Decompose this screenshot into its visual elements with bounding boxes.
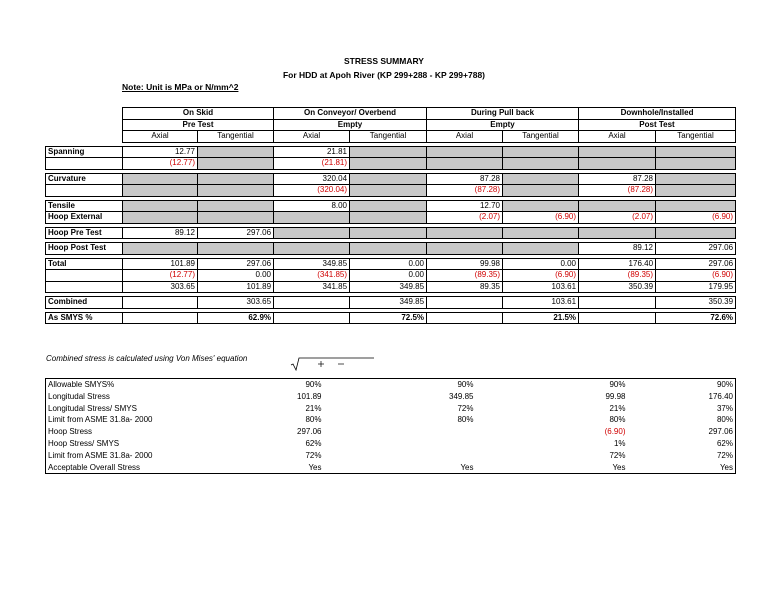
summary-row <box>46 462 736 474</box>
summary-label: Longitudal Stress/ SMYS <box>48 403 137 413</box>
sub-header-axial: Axial <box>579 131 656 143</box>
downhole-summary-value: 176.40 <box>708 391 733 401</box>
row-combined <box>46 297 736 309</box>
group-downhole: Downhole/Installed <box>579 108 736 120</box>
downhole-axial-cell: 350.39 <box>579 281 656 293</box>
row-label <box>46 185 123 197</box>
page-title: STRESS SUMMARY <box>344 56 424 66</box>
row-label: Curvature <box>46 173 123 185</box>
on-conveyor-summary-value: 80% <box>457 415 474 425</box>
on-conveyor-summary-value <box>324 438 476 450</box>
downhole-combined-value: 350.39 <box>656 297 736 309</box>
downhole-tangential-cell <box>656 173 736 185</box>
pull-back-tangential-cell: 0.00 <box>503 258 579 270</box>
downhole-empty-cell <box>579 312 656 324</box>
on-conveyor-tangential-cell <box>350 173 427 185</box>
on-conveyor-axial-cell: 8.00 <box>274 200 350 212</box>
on-conveyor-axial-cell <box>274 227 350 239</box>
downhole-tangential-cell: 179.95 <box>656 281 736 293</box>
pull-back-summary-value: (6.90) <box>604 427 626 437</box>
summary-label: Limit from ASME 31.8a- 2000 <box>48 415 153 425</box>
row-total <box>46 281 736 293</box>
group-pull-back: During Pull back <box>427 108 579 120</box>
on-skid-tangential-cell: 101.89 <box>198 281 274 293</box>
on-skid-axial-cell <box>123 173 198 185</box>
summary-row <box>46 391 736 403</box>
on-skid-summary-value: 62% <box>305 438 322 448</box>
on-skid-combined-value: 303.65 <box>198 297 274 309</box>
on-skid-smys-value: 62.9% <box>198 312 274 324</box>
row-label: Spanning <box>46 146 123 158</box>
downhole-axial-cell: 87.28 <box>579 173 656 185</box>
downhole-smys-value: 72.6% <box>656 312 736 324</box>
row-label: Tensile <box>46 200 123 212</box>
sub-header-tangential: Tangential <box>503 131 579 143</box>
summary-label: Allowable SMYS% <box>48 380 115 389</box>
row-total <box>46 270 736 282</box>
condition-post-test: Post Test <box>579 119 736 131</box>
row-tensile <box>46 200 736 212</box>
summary-label: Acceptable Overall Stress <box>48 462 141 472</box>
on-conveyor-axial-cell: 341.85 <box>274 281 350 293</box>
summary-row <box>46 403 736 415</box>
downhole-summary-value: 297.06 <box>708 427 733 437</box>
pull-back-empty-cell <box>427 312 503 324</box>
on-conveyor-tangential-cell: 349.85 <box>350 281 427 293</box>
pull-back-tangential-cell: (6.90) <box>503 212 579 224</box>
pull-back-tangential-cell <box>503 146 579 158</box>
summary-label: Longitudal Stress <box>48 391 110 401</box>
on-skid-axial-cell <box>123 185 198 197</box>
on-skid-summary-value: 297.06 <box>297 427 322 437</box>
on-skid-axial-cell <box>123 200 198 212</box>
on-skid-axial-cell: 12.77 <box>123 146 198 158</box>
sub-header-axial: Axial <box>123 131 198 143</box>
on-skid-tangential-cell <box>198 185 274 197</box>
unit-note: Note: Unit is MPa or N/mm^2 <box>122 82 239 92</box>
on-conveyor-summary-value: 90% <box>457 380 474 389</box>
on-conveyor-empty-cell <box>274 297 350 309</box>
row-hoop-external <box>46 212 736 224</box>
sub-header-tangential: Tangential <box>656 131 736 143</box>
row-label: Total <box>46 258 123 270</box>
on-skid-tangential-cell: 0.00 <box>198 270 274 282</box>
downhole-summary-value: Yes <box>719 462 733 472</box>
downhole-axial-cell: (87.28) <box>579 185 656 197</box>
on-skid-tangential-cell: 297.06 <box>198 227 274 239</box>
row-label: Hoop Post Test <box>46 243 123 255</box>
pull-back-axial-cell: 99.98 <box>427 258 503 270</box>
pull-back-axial-cell: (2.07) <box>427 212 503 224</box>
summary-label: Hoop Stress <box>48 427 93 437</box>
downhole-summary-value: 37% <box>716 403 733 413</box>
on-conveyor-axial-cell: 320.04 <box>274 173 350 185</box>
on-conveyor-axial-cell: (21.81) <box>274 158 350 170</box>
row-label: As SMYS % <box>46 312 123 324</box>
on-conveyor-tangential-cell <box>350 243 427 255</box>
pull-back-axial-cell: 89.35 <box>427 281 503 293</box>
on-skid-summary-value: Yes <box>308 462 322 472</box>
pull-back-summary-value: 21% <box>609 403 626 413</box>
on-conveyor-axial-cell: 349.85 <box>274 258 350 270</box>
pull-back-axial-cell: (87.28) <box>427 185 503 197</box>
on-skid-axial-cell: (12.77) <box>123 270 198 282</box>
downhole-tangential-cell <box>656 146 736 158</box>
on-skid-summary-value: 90% <box>305 380 322 389</box>
row-label <box>46 270 123 282</box>
on-skid-empty-cell <box>123 297 198 309</box>
downhole-axial-cell: 89.12 <box>579 243 656 255</box>
row-label <box>46 158 123 170</box>
row-hoop-post <box>46 243 736 255</box>
on-conveyor-tangential-cell <box>350 158 427 170</box>
pull-back-tangential-cell <box>503 243 579 255</box>
pull-back-tangential-cell <box>503 185 579 197</box>
downhole-axial-cell <box>579 200 656 212</box>
on-conveyor-tangential-cell <box>350 212 427 224</box>
downhole-axial-cell: (2.07) <box>579 212 656 224</box>
downhole-axial-cell <box>579 227 656 239</box>
pull-back-axial-cell <box>427 243 503 255</box>
downhole-summary-value: 90% <box>716 380 733 389</box>
summary-row <box>46 438 736 450</box>
downhole-axial-cell: 176.40 <box>579 258 656 270</box>
group-on-conveyor: On Conveyor/ Overbend <box>274 108 427 120</box>
downhole-axial-cell <box>579 158 656 170</box>
on-conveyor-empty-cell <box>274 312 350 324</box>
on-skid-tangential-cell <box>198 243 274 255</box>
on-skid-tangential-cell: 297.06 <box>198 258 274 270</box>
downhole-axial-cell <box>579 146 656 158</box>
downhole-tangential-cell: 297.06 <box>656 243 736 255</box>
on-skid-axial-cell: (12.77) <box>123 158 198 170</box>
pull-back-summary-value: 72% <box>609 450 626 460</box>
summary-table <box>45 378 736 474</box>
on-conveyor-tangential-cell: 0.00 <box>350 270 427 282</box>
summary-label: Limit from ASME 31.8a- 2000 <box>48 450 153 460</box>
group-header-row <box>46 108 736 120</box>
condition-empty: Empty <box>427 119 579 131</box>
pull-back-tangential-cell <box>503 158 579 170</box>
pull-back-empty-cell <box>427 297 503 309</box>
row-spanning <box>46 158 736 170</box>
on-conveyor-axial-cell: (341.85) <box>274 270 350 282</box>
downhole-tangential-cell <box>656 200 736 212</box>
on-skid-axial-cell: 101.89 <box>123 258 198 270</box>
on-skid-tangential-cell <box>198 158 274 170</box>
downhole-tangential-cell: (6.90) <box>656 212 736 224</box>
on-conveyor-summary-value <box>324 426 476 438</box>
pull-back-summary-value: 99.98 <box>605 391 626 401</box>
pull-back-axial-cell <box>427 227 503 239</box>
on-conveyor-axial-cell: (320.04) <box>274 185 350 197</box>
pull-back-summary-value: 90% <box>609 380 626 389</box>
row-label: Hoop Pre Test <box>46 227 123 239</box>
on-skid-summary-value: 80% <box>305 415 322 425</box>
pull-back-summary-value: Yes <box>612 462 626 472</box>
summary-row <box>46 426 736 438</box>
pull-back-summary-value: 80% <box>609 415 626 425</box>
on-skid-summary-value: 72% <box>305 450 322 460</box>
pull-back-tangential-cell <box>503 200 579 212</box>
on-conveyor-summary-value: 72% <box>457 403 474 413</box>
on-skid-axial-cell: 303.65 <box>123 281 198 293</box>
downhole-axial-cell: (89.35) <box>579 270 656 282</box>
on-conveyor-summary-value: Yes <box>460 462 474 472</box>
downhole-tangential-cell: (6.90) <box>656 270 736 282</box>
downhole-summary-value: 80% <box>716 415 733 425</box>
summary-label: Hoop Stress/ SMYS <box>48 438 120 448</box>
pull-back-tangential-cell <box>503 173 579 185</box>
pull-back-axial-cell: 87.28 <box>427 173 503 185</box>
row-label: Hoop External <box>46 212 123 224</box>
sub-header-tangential: Tangential <box>198 131 274 143</box>
von-mises-footnote: Combined stress is calculated using Von Mises' equation <box>46 354 248 363</box>
downhole-empty-cell <box>579 297 656 309</box>
pull-back-tangential-cell: 103.61 <box>503 281 579 293</box>
on-skid-tangential-cell <box>198 146 274 158</box>
on-conveyor-axial-cell <box>274 243 350 255</box>
downhole-tangential-cell <box>656 227 736 239</box>
on-skid-tangential-cell <box>198 173 274 185</box>
on-conveyor-tangential-cell: 0.00 <box>350 258 427 270</box>
row-smys <box>46 312 736 324</box>
on-conveyor-combined-value: 349.85 <box>350 297 427 309</box>
on-conveyor-tangential-cell <box>350 227 427 239</box>
downhole-tangential-cell <box>656 185 736 197</box>
downhole-summary-value: 72% <box>716 450 733 460</box>
pull-back-smys-value: 21.5% <box>503 312 579 324</box>
downhole-tangential-cell: 297.06 <box>656 258 736 270</box>
row-spanning <box>46 146 736 158</box>
on-conveyor-tangential-cell <box>350 200 427 212</box>
row-total <box>46 258 736 270</box>
group-on-skid: On Skid <box>123 108 274 120</box>
row-label <box>46 281 123 293</box>
on-skid-summary-value: 101.89 <box>297 391 322 401</box>
on-conveyor-axial-cell <box>274 212 350 224</box>
condition-empty: Empty <box>274 119 427 131</box>
on-conveyor-tangential-cell <box>350 185 427 197</box>
condition-pre-test: Pre Test <box>123 119 274 131</box>
von-mises-equation-icon <box>290 357 374 371</box>
row-label: Combined <box>46 297 123 309</box>
pull-back-axial-cell <box>427 158 503 170</box>
sub-header-tangential: Tangential <box>350 131 427 143</box>
summary-row <box>46 414 736 426</box>
downhole-summary-value: 62% <box>716 438 733 448</box>
pull-back-combined-value: 103.61 <box>503 297 579 309</box>
summary-row <box>46 450 736 462</box>
on-conveyor-summary-value: 349.85 <box>449 391 474 401</box>
on-conveyor-smys-value: 72.5% <box>350 312 427 324</box>
on-skid-empty-cell <box>123 312 198 324</box>
pull-back-axial-cell: 12.70 <box>427 200 503 212</box>
summary-row <box>46 379 736 391</box>
row-curvature <box>46 173 736 185</box>
stress-table <box>45 107 736 324</box>
pull-back-axial-cell: (89.35) <box>427 270 503 282</box>
sub-header-axial: Axial <box>427 131 503 143</box>
on-skid-axial-cell <box>123 212 198 224</box>
on-conveyor-axial-cell: 21.81 <box>274 146 350 158</box>
pull-back-axial-cell <box>427 146 503 158</box>
row-curvature <box>46 185 736 197</box>
downhole-tangential-cell <box>656 158 736 170</box>
pull-back-summary-value: 1% <box>613 438 626 448</box>
on-conveyor-summary-value <box>324 450 476 462</box>
on-skid-summary-value: 21% <box>305 403 322 413</box>
sub-header-axial: Axial <box>274 131 350 143</box>
on-conveyor-tangential-cell <box>350 146 427 158</box>
condition-header-row <box>46 119 736 131</box>
row-hoop-pre <box>46 227 736 239</box>
sub-header-row <box>46 131 736 143</box>
on-skid-tangential-cell <box>198 212 274 224</box>
page-subtitle: For HDD at Apoh River (KP 299+288 - KP 299+788) <box>282 70 486 80</box>
on-skid-tangential-cell <box>198 200 274 212</box>
pull-back-tangential-cell <box>503 227 579 239</box>
pull-back-tangential-cell: (6.90) <box>503 270 579 282</box>
on-skid-axial-cell <box>123 243 198 255</box>
on-skid-axial-cell: 89.12 <box>123 227 198 239</box>
